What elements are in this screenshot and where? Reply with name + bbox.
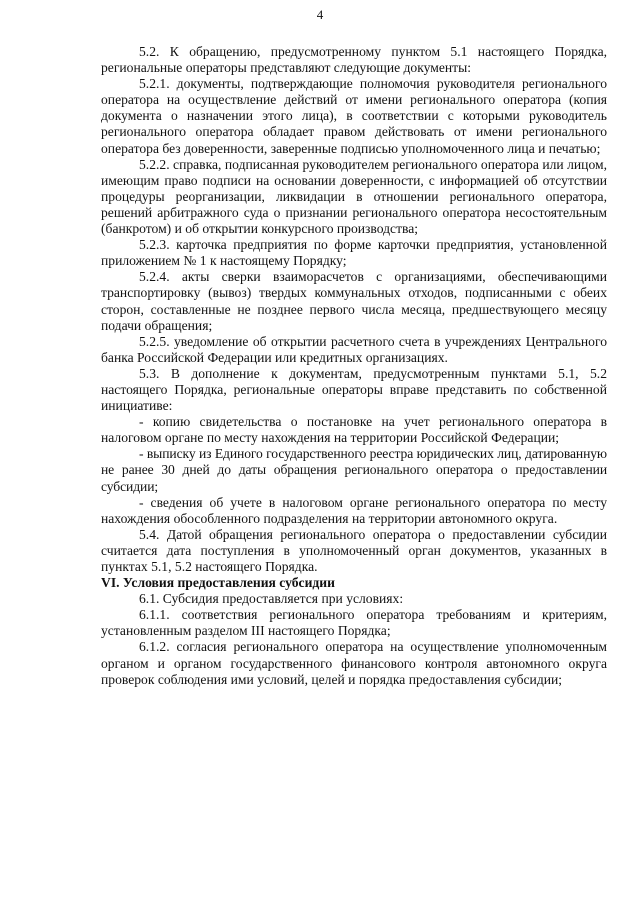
paragraph-5-2-1: 5.2.1. документы, подтверждающие полномочия руководителя регионального оператора на осуществление действий от имени регионального оператора (копия документа о назначении этого лица), в соответствии с которыми руководитель регионального оператора обладает правом действовать от имени регионального оператора без доверенности, заверенные подписью уполномоченного лица и печатью;: [101, 76, 607, 156]
page-number: 4: [316, 7, 324, 22]
list-item-registry-extract: - выписку из Единого государственного реестра юридических лиц, датированную не ранее 30 дней до даты обращения регионального оператора о предоставлении субсидии;: [101, 446, 607, 494]
paragraph-5-2-2: 5.2.2. справка, подписанная руководителем регионального оператора или лицом, имеющим право подписи на основании доверенности, с информацией об отсутствии процедуры реорганизации, ликвидации в отношении регионального оператора, решений арбитражного суда о признании регионального оператора несостоятельным (банкротом) и об открытии конкурсного производства;: [101, 156, 607, 237]
list-item-tax-registration: - сведения об учете в налоговом органе регионального оператора по месту нахождения обособленного подразделения на территории автономного округа.: [101, 494, 607, 526]
paragraph-5-2: 5.2. К обращению, предусмотренному пунктом 5.1 настоящего Порядка, региональные операторы представляют следующие документы:: [101, 44, 607, 76]
paragraph-6-1-1: 6.1.1. соответствия регионального оператора требованиям и критериям, установленным разделом III настоящего Порядка;: [101, 607, 607, 639]
document-body: [101, 44, 607, 688]
paragraph-5-4: 5.4. Датой обращения регионального оператора о предоставлении субсидии считается дата поступления в уполномоченный орган документов, указанных в пунктах 5.1, 5.2 настоящего Порядка.: [101, 526, 607, 574]
paragraph-6-1-2: 6.1.2. согласия регионального оператора на осуществление уполномоченным органом и органом государственного финансового контроля автономного округа проверок соблюдения ими условий, целей и порядка предоставления субсидии;: [101, 639, 607, 687]
paragraph-6-1: 6.1. Субсидия предоставляется при условиях:: [139, 591, 404, 607]
paragraph-5-3: 5.3. В дополнение к документам, предусмотренным пунктами 5.1, 5.2 настоящего Порядка, региональные операторы вправе представить по собственной инициативе:: [101, 365, 607, 414]
paragraph-5-2-4: 5.2.4. акты сверки взаиморасчетов с организациями, обеспечивающими транспортировку (вывоз) твердых коммунальных отходов, подписанными с обеих сторон, составленные не позднее первого числа месяца, предшествующего месяцу подачи обращения;: [101, 269, 607, 333]
paragraph-5-2-3: 5.2.3. карточка предприятия по форме карточки предприятия, установленной приложением № 1 к настоящему Порядку;: [101, 237, 607, 269]
list-item-tax-certificate: - копию свидетельства о постановке на учет регионального оператора в налоговом органе по месту нахождения на территории Российской Федерации;: [101, 414, 607, 446]
paragraph-5-2-5: 5.2.5. уведомление об открытии расчетного счета в учреждениях Центрального банка Российской Федерации или кредитных организациях.: [101, 333, 607, 365]
section-heading: VI. Условия предоставления субсидии: [101, 575, 335, 591]
